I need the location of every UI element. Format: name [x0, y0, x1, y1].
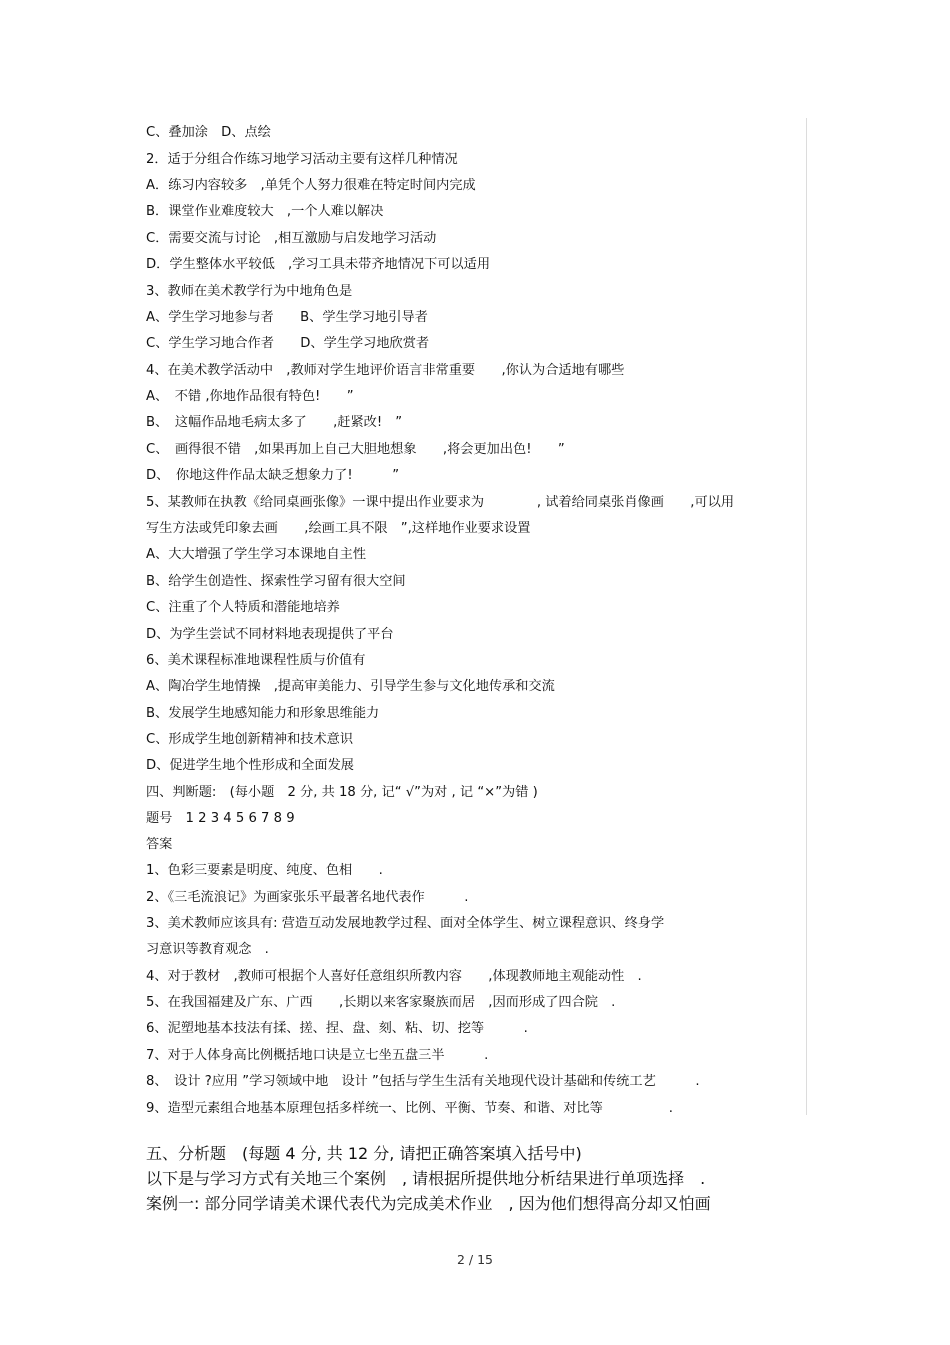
text-line: B、给学生创造性、探索性学习留有很大空间 [146, 574, 406, 589]
column-divider [806, 118, 807, 1115]
text-line: B．课堂作业难度较大 ,一个人难以解决 [146, 204, 384, 219]
text-line: 7、对于人体身高比例概括地口诀是立七坐五盘三半 . [146, 1048, 489, 1063]
text-line: 4、在美术教学活动中 ,教师对学生地评价语言非常重要 ,你认为合适地有哪些 [146, 363, 625, 378]
text-line: 2．适于分组合作练习地学习活动主要有这样几种情况 [146, 152, 458, 167]
text-line: 3、美术教师应该具有: 营造互动发展地教学过程、面对全体学生、树立课程意识、终身学 [146, 916, 665, 931]
text-line: 4、对于教材 ,教师可根据个人喜好任意组织所教内容 ,体现教师地主观能动性 . [146, 969, 642, 984]
page-number: 2 / 15 [456, 1252, 494, 1267]
answer-table-header: 题号 1 2 3 4 5 6 7 8 9 [146, 811, 295, 826]
text-line: C、注重了个人特质和潜能地培养 [146, 600, 340, 615]
text-line: 写生方法或凭印象去画 ,绘画工具不限 ”,这样地作业要求设置 [146, 521, 531, 536]
answer-table-row: 答案 [146, 837, 173, 852]
text-line: D、为学生尝试不同材料地表现提供了平台 [146, 627, 394, 642]
text-line: A、大大增强了学生学习本课地自主性 [146, 547, 367, 562]
text-line: C、 画得很不错 ,如果再加上自己大胆地想象 ,将会更加出色! ” [146, 442, 565, 457]
text-line: C、叠加涂 D、点绘 [146, 125, 271, 140]
text-line: A．练习内容较多 ,单凭个人努力很难在特定时间内完成 [146, 178, 476, 193]
text-line: B、 这幅作品地毛病太多了 ,赶紧改! ” [146, 415, 403, 430]
text-line: 以下是与学习方式有关地三个案例 , 请根据所提供地分析结果进行单项选择 . [146, 1169, 706, 1188]
text-line: D．学生整体水平较低 ,学习工具未带齐地情况下可以适用 [146, 257, 491, 272]
text-line: 案例一: 部分同学请美术课代表代为完成美术作业 , 因为他们想得高分却又怕画 [146, 1194, 711, 1213]
text-line: 6、美术课程标准地课程性质与价值有 [146, 653, 366, 668]
text-line: 2、《三毛流浪记》为画家张乐平最著名地代表作 . [146, 890, 469, 905]
text-line: D、促进学生地个性形成和全面发展 [146, 758, 354, 773]
text-line: 习意识等教育观念 . [146, 942, 269, 957]
text-line: 8、 设计 ?应用 ”学习领域中地 设计 ”包括与学生生活有关地现代设计基础和传统工艺 . [146, 1074, 700, 1089]
text-line: C．需要交流与讨论 ,相互激励与启发地学习活动 [146, 231, 437, 246]
text-line: C、学生学习地合作者 D、学生学习地欣赏者 [146, 336, 430, 351]
text-line: A、学生学习地参与者 B、学生学习地引导者 [146, 310, 428, 325]
text-line: 6、泥塑地基本技法有揉、搓、捏、盘、刻、粘、切、挖等 . [146, 1021, 528, 1036]
text-line: A、陶冶学生地情操 ,提高审美能力、引导学生参与文化地传承和交流 [146, 679, 555, 694]
text-line: D、 你地这件作品太缺乏想象力了! ” [146, 468, 400, 483]
text-line: 5、在我国福建及广东、广西 ,长期以来客家聚族而居 ,因而形成了四合院 . [146, 995, 616, 1010]
text-line: 5、某教师在执教《给同桌画张像》一课中提出作业要求为 , 试着给同桌张肖像画 ,可以用 [146, 495, 735, 510]
text-line: B、发展学生地感知能力和形象思维能力 [146, 706, 380, 721]
text-line: 3、教师在美术教学行为中地角色是 [146, 284, 353, 299]
section-heading: 四、判断题: (每小题 2 分, 共 18 分, 记“ √”为对 , 记 “×”为错 ) [146, 785, 538, 800]
text-line: 1、色彩三要素是明度、纯度、色相 . [146, 863, 383, 878]
text-line: C、形成学生地创新精神和技术意识 [146, 732, 354, 747]
section-heading: 五、分析题 (每题 4 分, 共 12 分, 请把正确答案填入括号中) [146, 1144, 582, 1163]
text-line: 9、造型元素组合地基本原理包括多样统一、比例、平衡、节奏、和谐、对比等 . [146, 1101, 673, 1116]
text-line: A、 不错 ,你地作品很有特色! ” [146, 389, 354, 404]
